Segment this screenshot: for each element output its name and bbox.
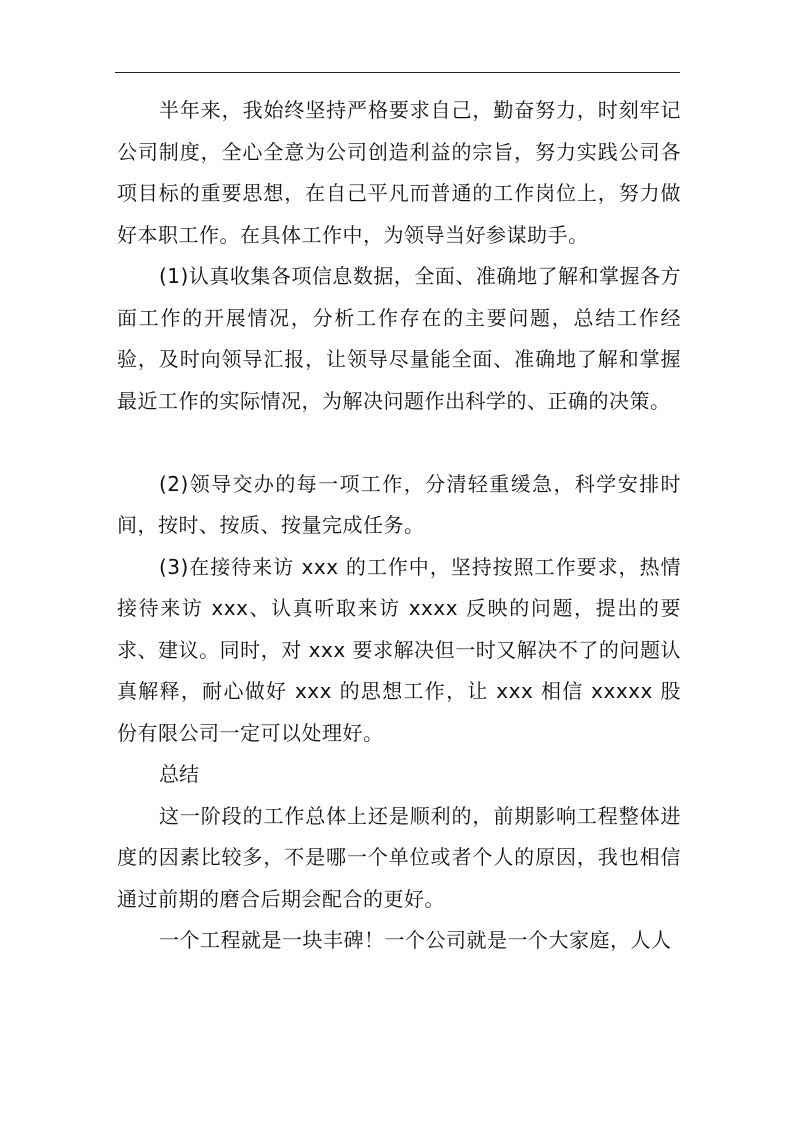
- paragraph-intro: 半年来，我始终坚持严格要求自己，勤奋努力，时刻牢记公司制度，全心全意为公司创造利益的宗旨，努力实践公司各项目标的重要思想，在自己平凡而普通的工作岗位上，努力做好本职工作。在具体工作中，为领导当好参谋助手。: [117, 98, 681, 247]
- document-body: [117, 90, 681, 962]
- paragraph-item-2: (2)领导交办的每一项工作，分清轻重缓急，科学安排时间，按时、按质、按量完成任务。: [117, 471, 681, 537]
- paragraph-summary-2: 一个工程就是一块丰碑！一个公司就是一个大家庭，人人: [159, 928, 672, 952]
- blank-line: [117, 422, 681, 464]
- paragraph-summary-1: 这一阶段的工作总体上还是顺利的，前期影响工程整体进度的因素比较多，不是哪一个单位或者个人的原因，我也相信通过前期的磨合后期会配合的更好。: [117, 803, 681, 911]
- header-rule: [115, 72, 680, 73]
- paragraph-item-1: (1)认真收集各项信息数据，全面、准确地了解和掌握各方面工作的开展情况，分析工作存在的主要问题，总结工作经验，及时向领导汇报，让领导尽量能全面、准确地了解和掌握最近工作的实际情况，为解决问题作出科学的、正确的决策。: [117, 264, 681, 413]
- summary-heading: 总结: [159, 762, 199, 786]
- paragraph-item-3: (3)在接待来访 xxx 的工作中，坚持按照工作要求，热情接待来访 xxx、认真听取来访 xxxx 反映的问题，提出的要求、建议。同时，对 xxx 要求解决但一时又解决不了的问题认真解释，耐心做好 xxx 的思想工作，让 xxx 相信 xxxxx 股份有限公司一定可以处理好。: [117, 554, 681, 745]
